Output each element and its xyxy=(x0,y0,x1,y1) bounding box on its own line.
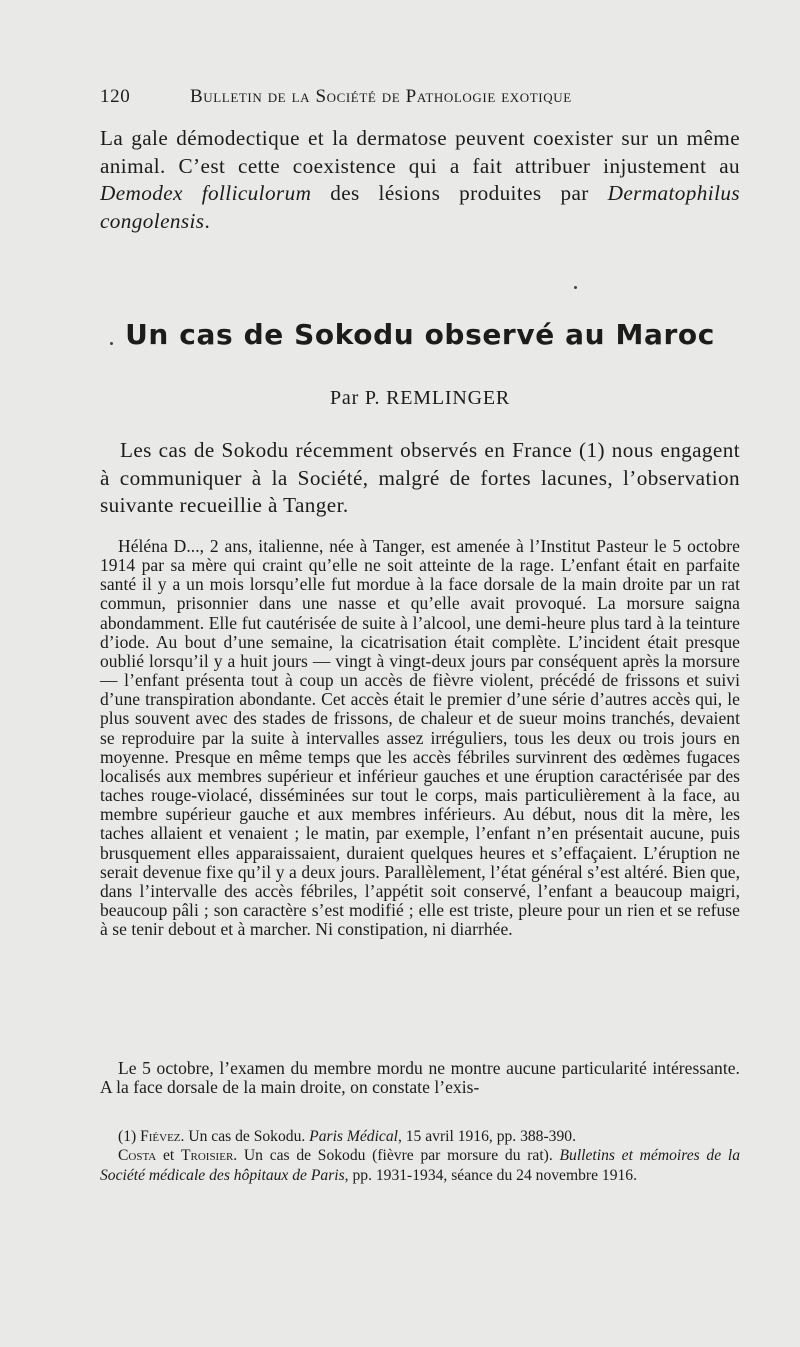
article-author: Par P. REMLINGER xyxy=(329,387,511,409)
page-number: 120 xyxy=(100,86,131,107)
intro-text: La gale démodectique et la dermatose peuvent coexister sur un même animal. C’est cette coexistence qui a fait attribuer injustement au xyxy=(100,126,740,178)
case-paragraph: Héléna D..., 2 ans, italienne, née à Tanger, est amenée à l’Institut Pasteur le 5 octobre 1914 par sa mère qui craint qu’elle ne soit atteinte de la rage. L’enfant était en parfaite santé il y a un mois lorsqu’elle fut mordue à la face dorsale de la main droite par un rat commun, prisonnier dans une nasse et qu’elle avait provoqué. La morsure saigna abondamment. Elle fut cautérisée de suite à l’alcool, une demi-heure plus tard à la teinture d’iode. Au bout d’une semaine, la cicatrisation était complète. L’incident était presque oublié lorsqu’il y a huit jours — vingt à vingt-deux jours par conséquent après la morsure — l’enfant présenta tout à coup un accès de fièvre violent, précédé de frissons et suivi d’une transpiration abondante. Cet accès était le premier d’une série d’autres accès qui, le plus souvent avec des stades de frissons, de chaleur et de sueur moins tranchés, devaient se reproduire par la suite à intervalles assez irréguliers, tous les deux ou trois jours en moyenne. Presque en même temps que les accès fébriles survinrent des œdèmes fugaces localisés aux membres supérieur et inférieur gauches et une éruption caractérisée par des taches rouge-violacé, disséminées sur tout le corps, mais particulièrement à la face, au membre supérieur gauche et aux membres inférieurs. Au début, nous dit la mère, les taches allaient et venaient ; le matin, par exemple, l’enfant n’en présentait aucune, puis brusquement elles apparaissaient, duraient quelques heures et s’effaçaient. L’éruption ne serait devenue fixe qu’il y a deux jours. Parallèlement, l’état général s’est altéré. Bien que, dans l’intervalle des accès fébriles, l’appétit soit conservé, l’enfant a beaucoup maigri, beaucoup pâli ; son caractère s’est modifié ; elle est triste, pleure pour un rien et se refuse à se tenir debout et à marcher. Ni constipation, ni diarrhée. xyxy=(100,536,740,940)
print-speck xyxy=(110,342,113,345)
footnote-1 xyxy=(100,1127,740,1146)
footnote-author: Costa xyxy=(118,1147,157,1165)
article-title: Un cas de Sokodu observé au Maroc xyxy=(125,318,715,351)
print-speck xyxy=(574,286,577,289)
species-name: Demodex folliculorum xyxy=(100,181,312,205)
footnote-ref: , 15 avril 1916, pp. 388-390. xyxy=(397,1128,576,1145)
footnote-text: . Un cas de Sokodu (fièvre par morsure du rat). xyxy=(233,1147,560,1165)
species-name: Dermatophilus congolensis xyxy=(100,181,740,233)
footnote-text: . Un cas de Sokodu. xyxy=(180,1128,310,1145)
footnotes xyxy=(100,1127,740,1185)
footnote-journal: Paris Médical xyxy=(309,1128,398,1145)
footnote-ref: , pp. 1931-1934, séance du 24 novembre 1916. xyxy=(344,1166,637,1184)
footnote-author: Troisier xyxy=(180,1147,234,1165)
footnote-journal: Bulletins et mémoires de la Société médicale des hôpitaux de Paris xyxy=(100,1147,741,1184)
footnote-author: Fiévez xyxy=(140,1128,181,1145)
footnote-2 xyxy=(100,1146,740,1185)
intro-paragraph xyxy=(100,125,740,235)
footnote-marker: (1) xyxy=(118,1128,141,1145)
lead-paragraph: Les cas de Sokodu récemment observés en France (1) nous engagent à communiquer à la Société, malgré de fortes lacunes, l’observation suivante recueillie à Tanger. xyxy=(100,438,740,517)
running-header xyxy=(100,86,750,112)
journal-title: Bulletin de la Société de Pathologie exotique xyxy=(190,86,572,107)
intro-text: des lésions produites par xyxy=(311,181,608,205)
intro-text: . xyxy=(204,208,211,233)
exam-paragraph: Le 5 octobre, l’examen du membre mordu ne montre aucune particularité intéressante. A la face dorsale de la main droite, on constate l’exis- xyxy=(100,1058,740,1098)
footnote-text: et xyxy=(156,1147,181,1165)
